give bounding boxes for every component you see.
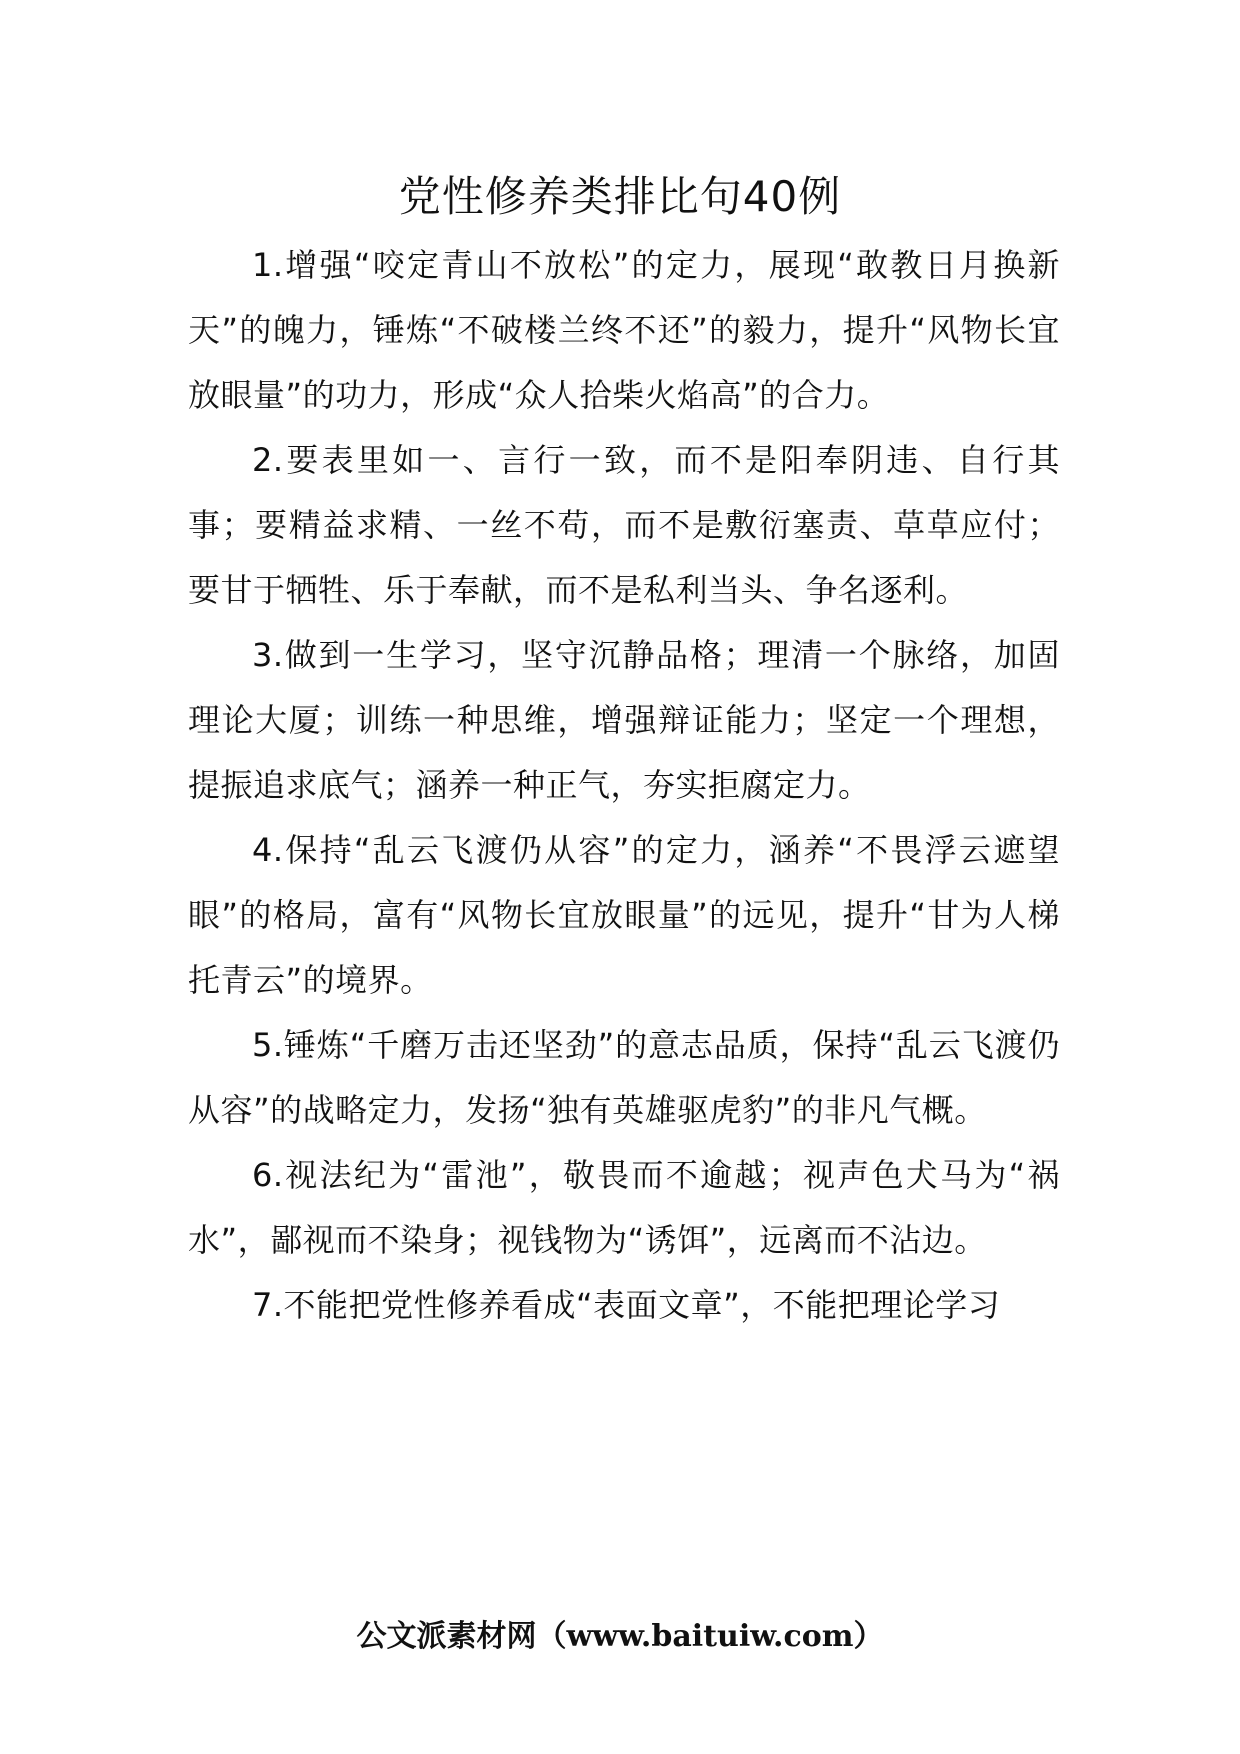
paragraph-4: 4.保持“乱云飞渡仍从容”的定力，涵养“不畏浮云遮望眼”的格局，富有“风物长宜放眼量”的远见，提升“甘为人梯托青云”的境界。 xyxy=(188,831,1060,999)
paragraph-2: 2.要表里如一、言行一致，而不是阳奉阴违、自行其事；要精益求精、一丝不苟，而不是敷衍塞责、草草应付；要甘于牺牲、乐于奉献，而不是私利当头、争名逐利。 xyxy=(188,441,1060,609)
paragraph-3: 3.做到一生学习，坚守沉静品格；理清一个脉络，加固理论大厦；训练一种思维，增强辩证能力；坚定一个理想，提振追求底气；涵养一种正气，夯实拒腐定力。 xyxy=(188,636,1060,804)
page-footer: 公文派素材网（www.baituiw.com） xyxy=(356,1619,884,1654)
document-body xyxy=(188,233,1060,1338)
paragraph-7: 7.不能把党性修养看成“表面文章”，不能把理论学习 xyxy=(252,1286,1001,1324)
paragraph-5: 5.锤炼“千磨万击还坚劲”的意志品质，保持“乱云飞渡仍从容”的战略定力，发扬“独有英雄驱虎豹”的非凡气概。 xyxy=(188,1026,1060,1129)
paragraph-6: 6.视法纪为“雷池”，敬畏而不逾越；视声色犬马为“祸水”，鄙视而不染身；视钱物为“诱饵”，远离而不沾边。 xyxy=(188,1156,1060,1259)
document-title: 党性修养类排比句40例 xyxy=(398,172,842,221)
paragraph-1: 1.增强“咬定青山不放松”的定力，展现“敢教日月换新天”的魄力，锤炼“不破楼兰终不还”的毅力，提升“风物长宜放眼量”的功力，形成“众人拾柴火焰高”的合力。 xyxy=(188,246,1060,414)
